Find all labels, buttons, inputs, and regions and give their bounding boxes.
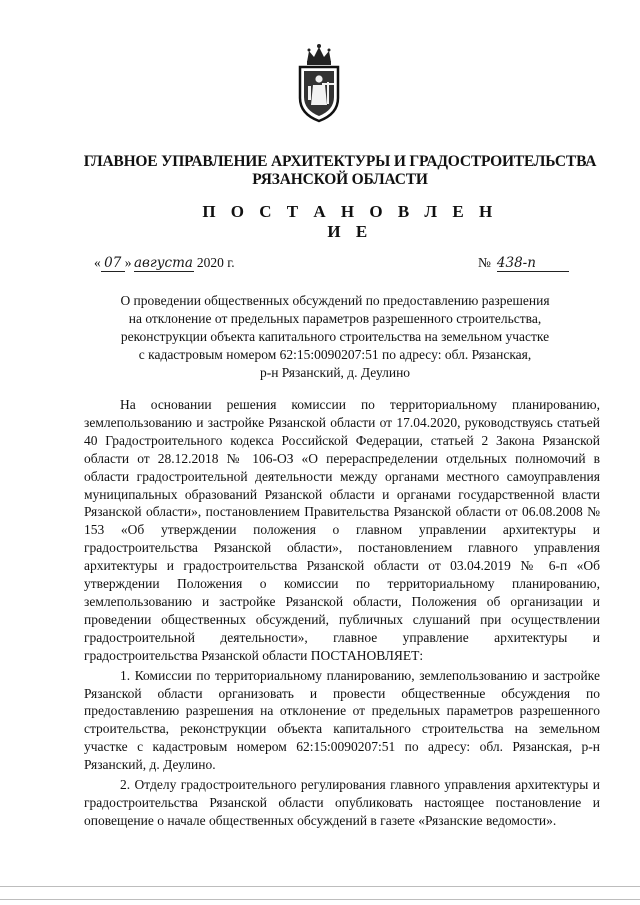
date-month: августа xyxy=(134,255,193,271)
number-label: № xyxy=(478,255,491,270)
body-paragraph-preamble: На основании решения комиссии по территориальному планированию, землепользованию и застройке Рязанской области от 17.04.2020, руководствуясь статьей 40 Градостроительного кодекса Российской Федерации, статьей 2 Закона Рязанской области от 28.12.2018 № 106-ОЗ «О перераспределении отдельных полномочий в области градостроительной деятельности между органами местного самоуправления муниципальных образований Рязанской области и органами государственной власти Рязанской области», постановлением Правительства Рязанской области от 06.08.2008 № 153 «Об утверждении положения о главном управлении архитектуры и градостроительства Рязанской области», постановлением главного управления архитектуры и градостроительства Рязанской области от 03.04.2019 № 6-п «Об утверждении Положения о комиссии по территориальному планированию, землепользованию и застройке Рязанской области, Положения об организации и проведении общественных обсуждений, публичных слушаний при осуществлении градостроительной деятельности», главное управление архитектуры и градостроительства Рязанской области ПОСТАНОВЛЯЕТ: xyxy=(84,397,600,663)
body-paragraph-item-1: 1. Комиссии по территориальному планированию, землепользованию и застройке Рязанской области организовать и провести общественные обсуждения по предоставлению разрешения на отклонение от предельных параметров разрешенного строительства, реконструкции объекта капитального строительства на земельном участке с кадастровым номером 62:15:0090207:51 по адресу: обл. Рязанская, р-н Рязанский, д. Деулино. xyxy=(84,667,600,773)
document-body xyxy=(84,396,600,830)
document-number xyxy=(478,255,569,272)
body-paragraph-item-2: 2. Отделу градостроительного регулирования главного управления архитектуры и градостроительства Рязанской области опубликовать настоящее постановление и оповещение о начале общественных обсуждений в газете «Рязанские ведомости». xyxy=(84,777,600,828)
scan-edge-line xyxy=(0,886,640,887)
org-name-line-2: РЯЗАНСКОЙ ОБЛАСТИ xyxy=(252,171,428,188)
subject-line: реконструкции объекта капитального строительства на земельном участке xyxy=(120,329,550,344)
scan-edge-line xyxy=(0,899,640,900)
subject-line: р-н Рязанский, д. Деулино xyxy=(259,365,411,380)
document-date xyxy=(94,255,235,272)
coat-of-arms-icon xyxy=(296,42,342,124)
subject-line: с кадастровым номером 62:15:0090207:51 по адресу: обл. Рязанская, xyxy=(138,347,532,362)
date-day: 07 xyxy=(101,255,125,272)
date-year: 2020 г. xyxy=(196,255,235,270)
date-close-quote: » xyxy=(124,255,132,270)
subject-line: О проведении общественных обсуждений по предоставлению разрешения xyxy=(120,293,550,308)
document-type-title: П О С Т А Н О В Л Е Н И Е xyxy=(202,202,498,241)
org-name-line-1: ГЛАВНОЕ УПРАВЛЕНИЕ АРХИТЕКТУРЫ И ГРАДОСТРОИТЕЛЬСТВА xyxy=(83,153,597,170)
date-open-quote: « xyxy=(94,255,101,270)
document-subject xyxy=(100,292,570,382)
subject-line: на отклонение от предельных параметров разрешенного строительства, xyxy=(128,311,542,326)
number-value: 438-п xyxy=(497,255,569,272)
